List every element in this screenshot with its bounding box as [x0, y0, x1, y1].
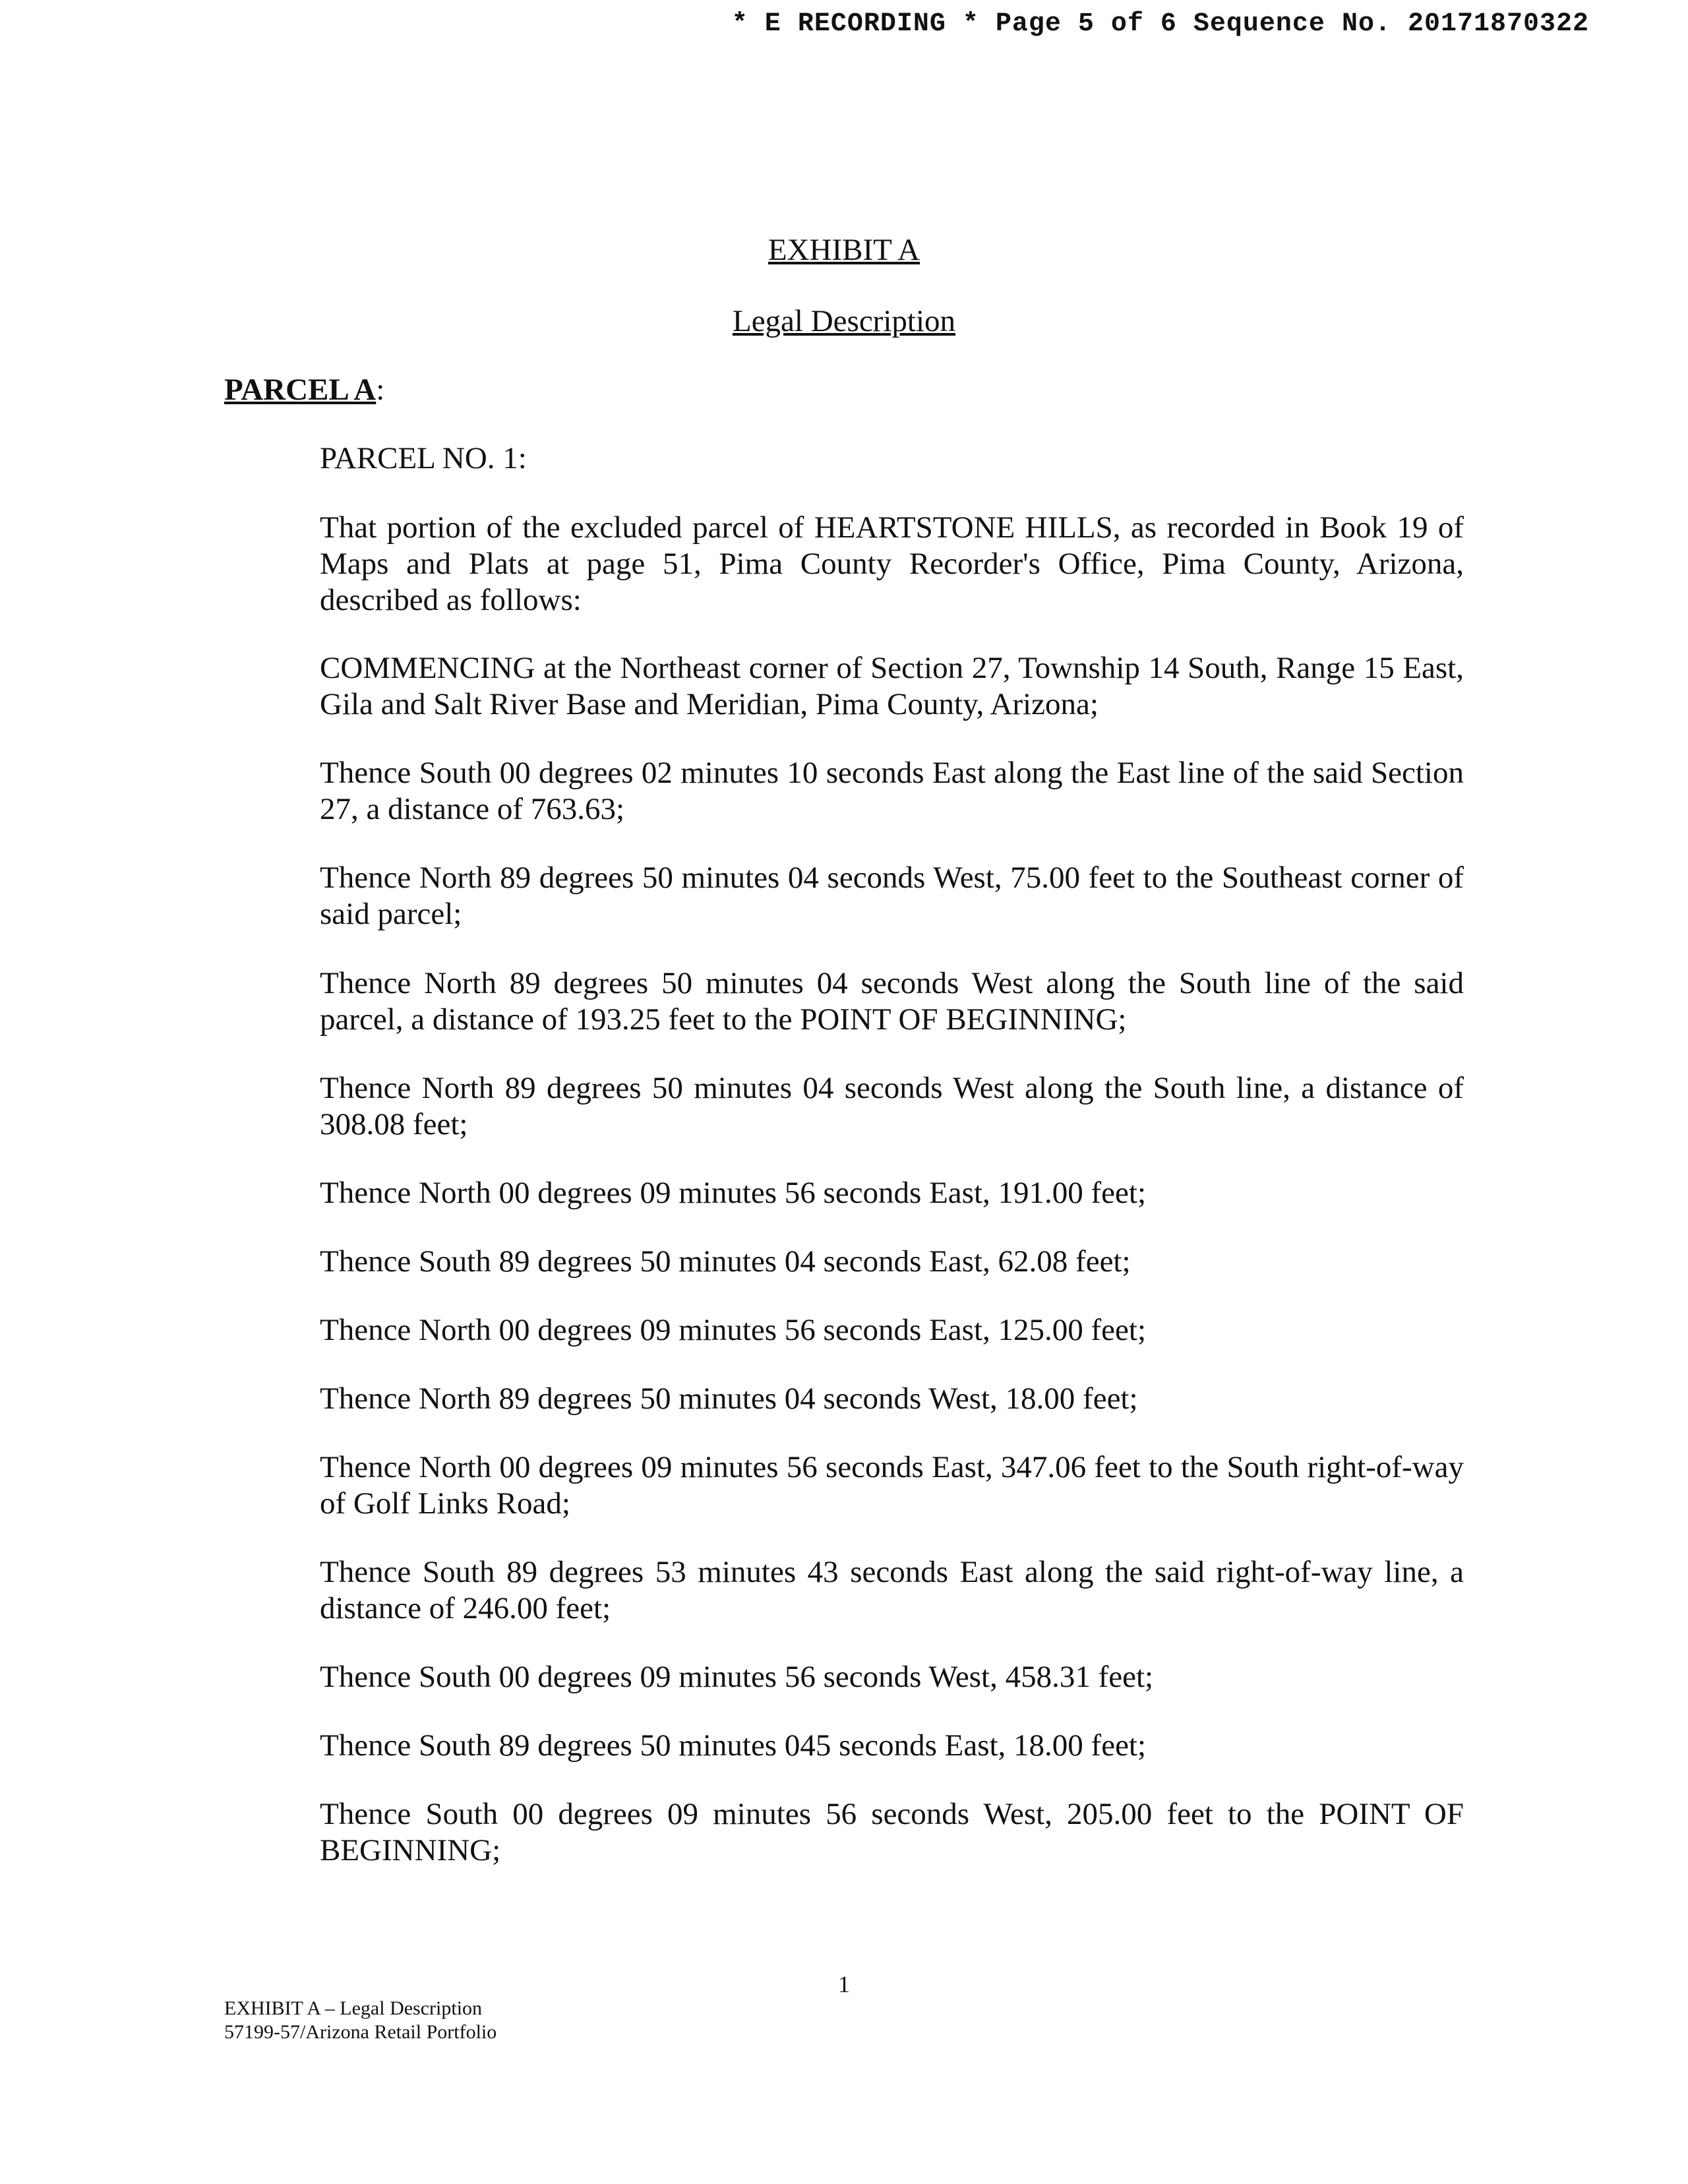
description-paragraph: Thence North 89 degrees 50 minutes 04 seconds West along the South line, a distance of 308.08 feet;	[320, 1071, 1464, 1141]
description-paragraph: Thence South 00 degrees 09 minutes 56 seconds West, 458.31 feet;	[320, 1660, 1154, 1694]
description-paragraph: Thence North 89 degrees 50 minutes 04 seconds West, 75.00 feet to the Southeast corner of said parcel;	[320, 861, 1464, 931]
parcel-heading	[224, 372, 384, 408]
parcel-heading-colon: :	[376, 373, 385, 407]
description-paragraph: Thence North 00 degrees 09 minutes 56 seconds East, 191.00 feet;	[320, 1176, 1147, 1210]
description-paragraph: COMMENCING at the Northeast corner of Section 27, Township 14 South, Range 15 East, Gila and Salt River Base and Meridian, Pima County, Arizona;	[320, 651, 1464, 721]
parcel-heading-label: PARCEL A	[224, 373, 377, 407]
exhibit-subtitle: Legal Description	[732, 304, 956, 338]
page-number: 1	[838, 1971, 850, 1997]
description-paragraph: Thence South 00 degrees 02 minutes 10 seconds East along the East line of the said Section 27, a distance of 763.63;	[320, 756, 1464, 826]
footer-line: EXHIBIT A – Legal Description	[224, 1997, 483, 2019]
description-paragraph: That portion of the excluded parcel of HEARTSTONE HILLS, as recorded in Book 19 of Maps and Plats at page 51, Pima County Recorder's Office, Pima County, Arizona, described as follows:	[320, 510, 1464, 617]
description-paragraph: Thence North 00 degrees 09 minutes 56 seconds East, 347.06 feet to the South right-of-way of Golf Links Road;	[320, 1450, 1464, 1521]
recording-header: * E RECORDING * Page 5 of 6 Sequence No. 20171870322	[731, 9, 1589, 39]
exhibit-title: EXHIBIT A	[768, 233, 920, 267]
description-paragraph: Thence South 00 degrees 09 minutes 56 seconds West, 205.00 feet to the POINT OF BEGINNING;	[320, 1797, 1464, 1867]
description-paragraph: Thence North 89 degrees 50 minutes 04 seconds West, 18.00 feet;	[320, 1381, 1138, 1416]
description-paragraph: Thence North 89 degrees 50 minutes 04 seconds West along the South line of the said parcel, a distance of 193.25 feet to the POINT OF BEGINNING;	[320, 966, 1464, 1037]
description-paragraph: Thence South 89 degrees 50 minutes 045 seconds East, 18.00 feet;	[320, 1728, 1147, 1763]
description-paragraph: Thence North 00 degrees 09 minutes 56 seconds East, 125.00 feet;	[320, 1313, 1147, 1347]
footer	[224, 1997, 497, 2044]
footer-line: 57199-57/Arizona Retail Portfolio	[224, 2021, 497, 2043]
description-paragraph: Thence South 89 degrees 53 minutes 43 seconds East along the said right-of-way line, a distance of 246.00 feet;	[320, 1555, 1464, 1625]
parcel-subheading: PARCEL NO. 1:	[320, 441, 527, 475]
description-paragraph: Thence South 89 degrees 50 minutes 04 seconds East, 62.08 feet;	[320, 1244, 1131, 1279]
